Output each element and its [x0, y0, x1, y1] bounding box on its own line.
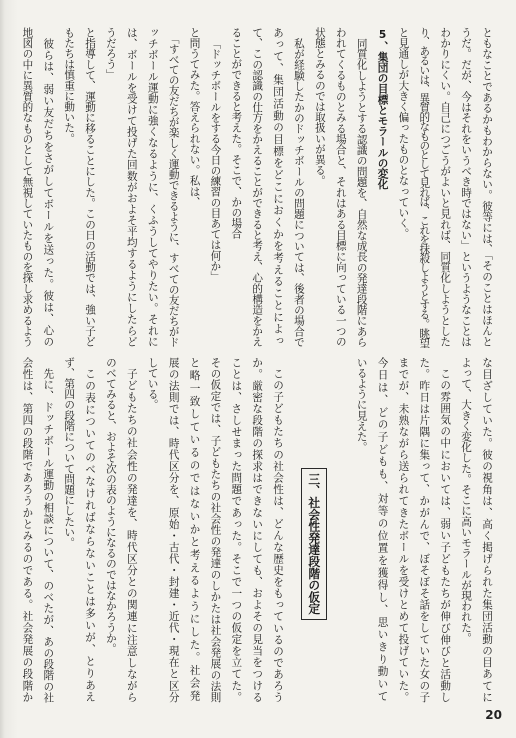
text-column: ることができると考えた。そこで、かの場合	[230, 27, 243, 239]
text-column: 私が経験したかのドッチボールの問題については、後者の場合で	[292, 37, 305, 347]
text-column: は、ボールを受けて投げた回数がおよそ平均するようにしたらど	[125, 27, 138, 347]
text-column: と問うてみた。答えられない。私は、	[188, 27, 201, 208]
text-column: ッチボール運動に強くなるように、くふうしてやりたい。それに	[146, 27, 159, 347]
quoted-instruction-column: 「すべての友だちが楽しく運動できるように、すべての友だちがド	[167, 33, 180, 347]
text-column: その仮定では、子どもたちの社会性の発達のしかたは社会発展の法則	[209, 357, 222, 703]
text-column: いるように見えた。	[355, 357, 368, 453]
section-heading-slot	[288, 357, 351, 703]
text-column: うだろう」	[104, 27, 117, 80]
text-column: と見通しが大きく偏ったものとなっていく。	[397, 27, 410, 239]
text-column: た。昨日は片隅に集って、かがんで、ぼそぼそ話をしていた女の子	[418, 357, 431, 703]
text-column: 今日は、どの子どもも、対等の位置を獲得し、思いきり動いて	[376, 357, 389, 703]
text-column: と指導して、運動に移ることにした。この日の活動では、強い子ど	[84, 27, 97, 347]
text-column: な目ざしていた。彼の視角は、高く掲げられた集団活動の目あてに	[481, 357, 493, 703]
text-column: この表についてのべなければならないことは多いが、とりあえ	[84, 367, 97, 703]
text-column: もたちは慎重に動いた。	[63, 27, 76, 144]
text-column: り、あるいは、異質的なものとして見れば、これを抹殺しようとする。眺望	[418, 27, 431, 347]
text-column: て、この認識の仕方をかえることができると考え、心的構造をかえ	[251, 27, 264, 347]
text-column: のべてみると、およそ次の表のようになるのではなかろうか。	[104, 357, 117, 654]
text-column: している。	[146, 357, 159, 410]
text-column: うだ。だが、今はそれをいうべき時ではない」というようなことは	[460, 27, 473, 347]
page-number: 20	[485, 708, 502, 722]
text-column: この雰囲気の中においては、弱い子どもたちが伸び伸びと活動し	[439, 367, 452, 703]
text-column: 先に、ドッチボール運動の相談について、のべたが、あの段階の社	[42, 367, 55, 703]
lower-tier	[16, 357, 497, 703]
text-column: われてくるものとみる場合と、それはある目標に向っている一つの	[334, 27, 347, 347]
text-column: 同質化しようとする認識の問題を、自然な成長の発達段階にあら	[355, 37, 368, 347]
text-column: この子どもたちの社会性は、どんな歴史をもっているのであろう	[272, 367, 285, 703]
upper-tier	[16, 27, 497, 347]
text-column: ことは、さしせまった問題であった。そこで一つの仮定を立てた。	[230, 357, 243, 703]
text-column: あって、集団活動の目標をどこにおくかを考えることによっ	[272, 27, 285, 347]
text-column: 地図の中に異質的なものとして無視していたものを探し求めるよう	[21, 27, 34, 347]
section-heading: 三、社会性発達段階の仮定	[301, 468, 327, 620]
text-column: ず、第四の段階について問題にしたい。	[63, 357, 76, 548]
text-column: 状態とみるのでは取扱いが異る。	[313, 27, 326, 186]
text-column: ともなことであるかもわからない。彼等には、「そのことはほんと	[481, 27, 493, 347]
text-column: 会性は、第四の段階であろうかとみるのである。社会発展の段階か	[21, 357, 34, 703]
text-column: 展の法則では、時代区分を、原始・古代・封建・近代・現在と区分	[167, 357, 180, 703]
text-column: と略一致しているのではないかと考えるようにした。社会発	[188, 357, 201, 703]
text-column: よって、大きく変化した。そこに高いモラールが現われた。	[460, 357, 473, 644]
subsection-heading: 5、集団の目標とモラールの変化	[376, 29, 389, 190]
text-column: までが、未熟ながら送られてきたボールを受けとめて投げていた。	[397, 357, 410, 703]
text-column: 彼らは、弱い友だちをさがしてボールを送った。彼は、心の	[42, 37, 55, 347]
text-column: 子どもたちの社会性の発達を、時代区分との関連に注意しながら	[125, 367, 138, 703]
quoted-question-column: 「ドッチボールをする今日の練習の目あては何か」	[209, 37, 222, 282]
text-column: か。厳密な段階の探求はできないにしても、およその見当をつける	[251, 357, 264, 703]
text-column: わかりにくい。自己につごうがよいと見れば、同質化しようとした	[439, 27, 452, 347]
